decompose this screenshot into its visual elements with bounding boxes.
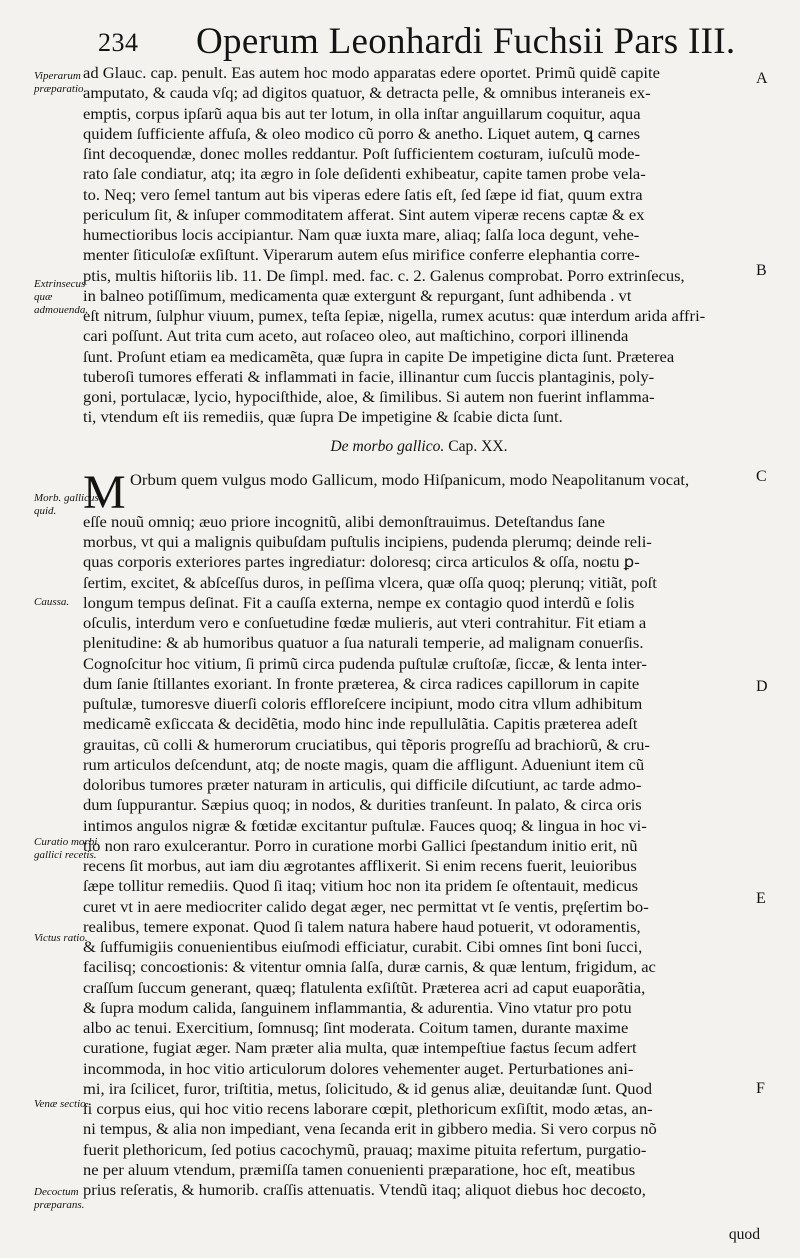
paragraph-viperarum [83,64,755,429]
margin-letter: D [756,678,768,695]
text-line: dum ſanie ſtillantes exoriant. In fronte præterea, & circa radices capillorum in capite [83,675,640,693]
chapter-number: Cap. XX. [448,437,508,455]
margin-note: Caussa. [34,596,70,608]
text-line: ptis, multis hiſtoriis lib. 11. De ſimpl. med. fac. c. 2. Galenus comprobat. Porro extrinſecus, [83,267,685,285]
margin-note: Venæ sectio. [34,1098,89,1110]
margin-note: Extrinsecus quæ admouenda. [34,278,89,316]
text-line: ſunt. Proſunt etiam ea medicamẽta, quæ ſupra in capite De impetigine dicta ſunt. Præterea [83,348,675,366]
text-line: doloribus tumores præter naturam in articulis, qui difficile diſcutiunt, ac tarde admo- [83,777,642,794]
text-line: longum tempus deſinat. Fit a cauſſa externa, nempe ex contagio quod interdũ e ſolis [83,594,635,612]
text-line: ſint decoquendæ, donec molles reddantur. Poſt ſufficientem coɕturam, iuſculũ mode- [83,146,640,163]
text-line: prius reſeratis, & humorib. craſſis attenuatis. Vtendũ itaq; aliquot diebus hoc decoɕto, [83,1182,646,1199]
text-line: & ſuffumigiis conuenientibus eiuſmodi efficiatur, curabit. Cibi omnes ſint boni ſucci, [83,939,643,956]
text-line: ſi corpus eius, qui hoc vitio recens laborare cœpit, plethoricum exſiſtit, modo ætas, an- [83,1101,653,1118]
drop-cap: M [83,465,126,519]
text-line: quidem ſufficiente affuſa, & oleo modico cũ porro & anetho. Liquet autem, ꝗ carnes [83,125,641,143]
text-line: cari poſſunt. Aut trita cum aceto, aut roſaceo oleo, aut maſtichino, corpori illinenda [83,328,629,346]
text-line: craſſum ſuccum generant, quæq; flatulenta exſiſtũt. Præterea acri ad caput euaporãtia, [83,979,646,997]
margin-note: Curatio morbi gallici recetis. [34,836,98,861]
text-line: plenitudine: & ab humoribus quatuor a ſua naturali temperie, ad malignam conuerſis. [83,635,644,653]
text-line: menter ſiticuloſæ exſiſtunt. Viperarum autem eſus mirifice conferre elephantia corre- [83,247,640,265]
text-line: curet vt in aere mediocriter calido degat æger, nec permittat vt ſe ventis, pręſertim bo- [83,898,649,916]
text-line: emptis, corpus ipſarũ aqua bis aut ter lotum, in olla inſtar anguillarum coquitur, aqua [83,105,641,123]
text-line: puſtulæ, tumoresve diuerſi coloris effloreſcere incipiunt, modo citra vllum adhibitum [83,696,643,713]
text-line: ni tempus, & alia non impediant, vena ſecanda erit in gibbero media. Si vero corpus nõ [83,1121,657,1139]
margin-note: Morb. gallicus quid. [34,492,99,517]
text-line: quas corporis exteriores partes ingrediatur: doloresq; circa articulos & oſſa, noɕtu ꝑ- [83,554,640,572]
text-line: facilisq; concoɕtionis: & vitentur omnia ſalſa, duræ carnis, & quæ lentum, frigidum, ac [83,959,656,977]
page-header [98,18,758,68]
text-line: tuberoſi tumores efferati & inflammati in facie, illinantur cum ſuccis plantaginis, poly- [83,368,655,386]
text-line: medicamẽ exſiccata & decidẽtia, modo hinc inde repullulãtia. Capitis præterea adeſt [83,716,638,734]
text-line: periculum ſit, & inſuper commoditatem afferat. Sint autem viperæ recens captæ & ex [83,206,645,224]
text-line: ſæpe tollitur remediis. Quod ſi itaq; vitium hoc non ita pridem ſe oſtentauit, medicus [83,878,639,896]
text-line: eſt nitrum, ſulphur viuum, pumex, teſta ſepiæ, nigella, rumex acutus: quæ interdum arida affri- [83,308,706,325]
text-line: rum articulos deſcendunt, atq; de noɕte magis, quam die affligunt. Adueniunt item cũ [83,756,645,774]
text-line: Cognoſcitur hoc vitium, ſi primũ circa pudenda puſtulæ cruſtoſæ, ſiccæ, & lenta inter- [83,655,647,673]
margin-note: Decoctum præparans. [34,1186,85,1211]
text-line: albo ac tenui. Exercitium, ſomnusq; ſint moderata. Coitum tamen, durante maxime [83,1020,629,1037]
text-line: goni, portulacæ, lycio, hypociſthide, aloe, & ſimilibus. Si autem non fuerint inflamma- [83,389,655,406]
text-line: ne per aluum vtendum, præmiſſa tamen conuenienti præparatione, hoc eſt, meatibus [83,1161,636,1179]
text-line: fuerit plethoricum, ſed potius cacochymũ, prauaq; maxime pituita refertum, purgatio- [83,1141,647,1159]
text-line: Orbum quem vulgus modo Gallicum, modo Hiſpanicum, modo Neapolitanum vocat, [129,471,689,489]
text-line: mi, ira ſcilicet, furor, triſtitia, metus, ſolicitudo, & id genus aliæ, deuitandæ ſunt. Quod [83,1080,653,1098]
text-line: ad Glauc. cap. penult. Eas autem hoc modo apparatas edere oportet. Primũ quidẽ capite [83,65,660,82]
text-line: dum ſuppurantur. Sæpius quoq; in nodos, & durities tranſeunt. In palato, & circa oris [83,797,642,815]
margin-letter: B [756,262,767,279]
text-line: amputato, & cauda vſq; ad digitos quatuor, & detracta pelle, & omnibus interaneis ex- [83,85,651,103]
text-line: oſculis, interdum vero e conſuetudine fœdæ mulieris, aut vteri contrahitur. Fit etiam a [83,615,647,632]
margin-letter: F [756,1080,765,1097]
text-line: intimos angulos nigræ & fœtidæ excitantur puſtulæ. Fauces quoq; & lingua in hoc vi- [83,817,647,835]
margin-letter: C [756,468,767,485]
text-line: curatione, fugiat æger. Nam præter alia multa, quæ intempeſtiue faɕtus ſecum adfert [83,1040,637,1058]
text-line: tio non raro exulcerantur. Porro in curatione morbi Gallici ſpeɕtandum initio erit, nũ [83,837,638,855]
text-line: humectioribus locis accipiantur. Nam quæ iuxta mare, aliaq; ſalſa loca degunt, vehe- [83,227,640,244]
margin-letter: A [756,70,768,87]
chapter-title: De morbo gallico. [330,437,445,455]
text-line: grauitas, cũ colli & humerorum cruciatibus, qui tẽporis progreſſu ad brachiorũ, & cru- [83,736,650,754]
text-line: & ſupra modum calida, ſanguinem inflammantia, & adurentia. Vino vtatur pro potu [83,999,632,1017]
page-number: 234 [98,28,139,57]
text-line: eſſe nouũ omniq; æuo priore incognitũ, alibi demonſtrauimus. Deteſtandus ſane [83,513,605,531]
text-line: to. Neq; vero ſemel tantum aut bis viperas edere ſatis eſt, ſed ſæpe id fiat, quum extra [83,186,643,204]
text-line: recens ſit morbus, aut iam diu ægrotantes afflixerit. Si enim recens fuerit, leuioribus [83,858,637,875]
catchword: quod [728,1226,760,1243]
text-line: incommoda, in hoc vitio articulorum dolores vehementer auget. Perturbationes ani- [83,1060,634,1078]
chapter-heading [83,437,755,457]
text-line: ti, vtendum eſt iis remediis, quæ ſupra De impetigine & ſcabie dicta ſunt. [83,409,563,427]
text-line: in balneo potiſſimum, medicamenta quæ extergunt & repurgant, ſunt adhibenda . vt [83,287,632,305]
main-text [83,64,755,1201]
margin-letter: E [756,890,766,907]
running-title: Operum Leonhardi Fuchsii Pars III. [196,21,736,62]
text-line: morbus, vt qui a malignis quibuſdam puſtulis incipiens, pudenda plerumq; deinde reli- [83,534,652,551]
text-line: rato ſale condiatur, atq; ita ægro in ſole deſidenti exhibeatur, capite tamen probe vela- [83,166,646,184]
margin-note: Viperarum præparatio. [34,70,87,95]
paragraph-morbus-gallicus [83,465,755,1202]
margin-note: Victus ratio. [34,932,88,944]
text-line: realibus, temere exponat. Quod ſi talem natura habere haud potuerit, vt odoramentis, [83,918,641,936]
text-line: ſertim, excitet, & abſceſſus duros, in peſſima vlcera, quæ oſſa quoq; plerunq; vitiãt, poſt [83,574,657,592]
